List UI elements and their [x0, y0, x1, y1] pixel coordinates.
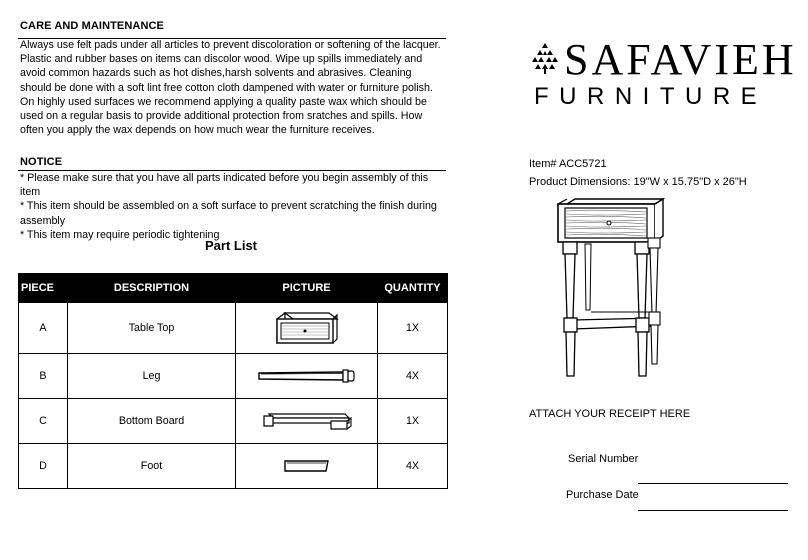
brand-logo — [530, 35, 800, 110]
header-piece: PIECE — [19, 274, 68, 303]
row-piece: C — [19, 399, 68, 444]
table-header-row — [19, 274, 448, 303]
row-quantity: 4X — [378, 444, 448, 489]
product-dimensions: Product Dimensions: 19"W x 15.75"D x 26"H — [529, 176, 747, 188]
table-row — [19, 444, 448, 489]
part-list-title: Part List — [204, 238, 257, 253]
table-row — [19, 303, 448, 354]
row-quantity: 1X — [378, 399, 448, 444]
receipt-title: ATTACH YOUR RECEIPT HERE — [529, 408, 691, 420]
row-description: Leg — [68, 354, 236, 399]
row-quantity: 4X — [378, 354, 448, 399]
row-description: Table Top — [68, 303, 236, 354]
bottom-board-icon — [261, 410, 353, 432]
row-quantity: 1X — [378, 303, 448, 354]
notice-title: NOTICE — [20, 156, 63, 168]
header-description: DESCRIPTION — [68, 274, 236, 303]
table-top-drawer-icon — [275, 307, 339, 349]
care-title: CARE AND MAINTENANCE — [20, 20, 164, 32]
table-row — [19, 354, 448, 399]
care-text: Always use felt pads under all articles to prevent discoloration or softening of the lacquer. Plastic and rubber bases on items can discolor wood. Wipe up spills immediately and avoid common hazards such as hot dishes,harsh solvents and abrasives. Cleaning should be done with a soft lint free cotton cloth dampened with water or furniture polish. On highly used surfaces we recommend applying a quality paste wax which should be used on a regular basis to provide additional protection from sratches and spills. How often you apply the wax depends on how much wear the furniture receives. — [20, 39, 441, 137]
row-piece: D — [19, 444, 68, 489]
table-row — [19, 399, 448, 444]
row-description: Foot — [68, 444, 236, 489]
row-piece: B — [19, 354, 68, 399]
header-picture: PICTURE — [236, 274, 378, 303]
row-picture — [236, 303, 378, 354]
notice-item: * Please make sure that you have all parts indicated before you begin assembly of this item — [20, 172, 429, 199]
row-description: Bottom Board — [68, 399, 236, 444]
purchase-date-line[interactable] — [638, 510, 788, 511]
notice-item: * This item may require periodic tightening — [20, 228, 220, 241]
serial-number-line[interactable] — [638, 483, 788, 484]
item-number: Item# ACC5721 — [529, 158, 607, 170]
purchase-date-label: Purchase Date — [566, 489, 639, 501]
accent-table-drawing-icon — [555, 196, 675, 382]
header-quantity: QUANTITY — [378, 274, 448, 303]
row-picture — [236, 354, 378, 399]
leg-icon — [257, 367, 357, 385]
foot-icon — [282, 458, 332, 474]
brand-name: SAFAVIEH — [564, 35, 797, 84]
part-list-table — [18, 273, 448, 489]
row-piece: A — [19, 303, 68, 354]
row-picture — [236, 399, 378, 444]
row-picture — [236, 444, 378, 489]
safavieh-triangle-logo-icon — [532, 42, 558, 74]
serial-number-label: Serial Number — [568, 453, 639, 465]
notice-item: * This item should be assembled on a soft surface to prevent scratching the finish during assembly — [20, 200, 437, 227]
notice-list — [20, 171, 445, 242]
brand-subtitle: FURNITURE — [534, 83, 768, 110]
